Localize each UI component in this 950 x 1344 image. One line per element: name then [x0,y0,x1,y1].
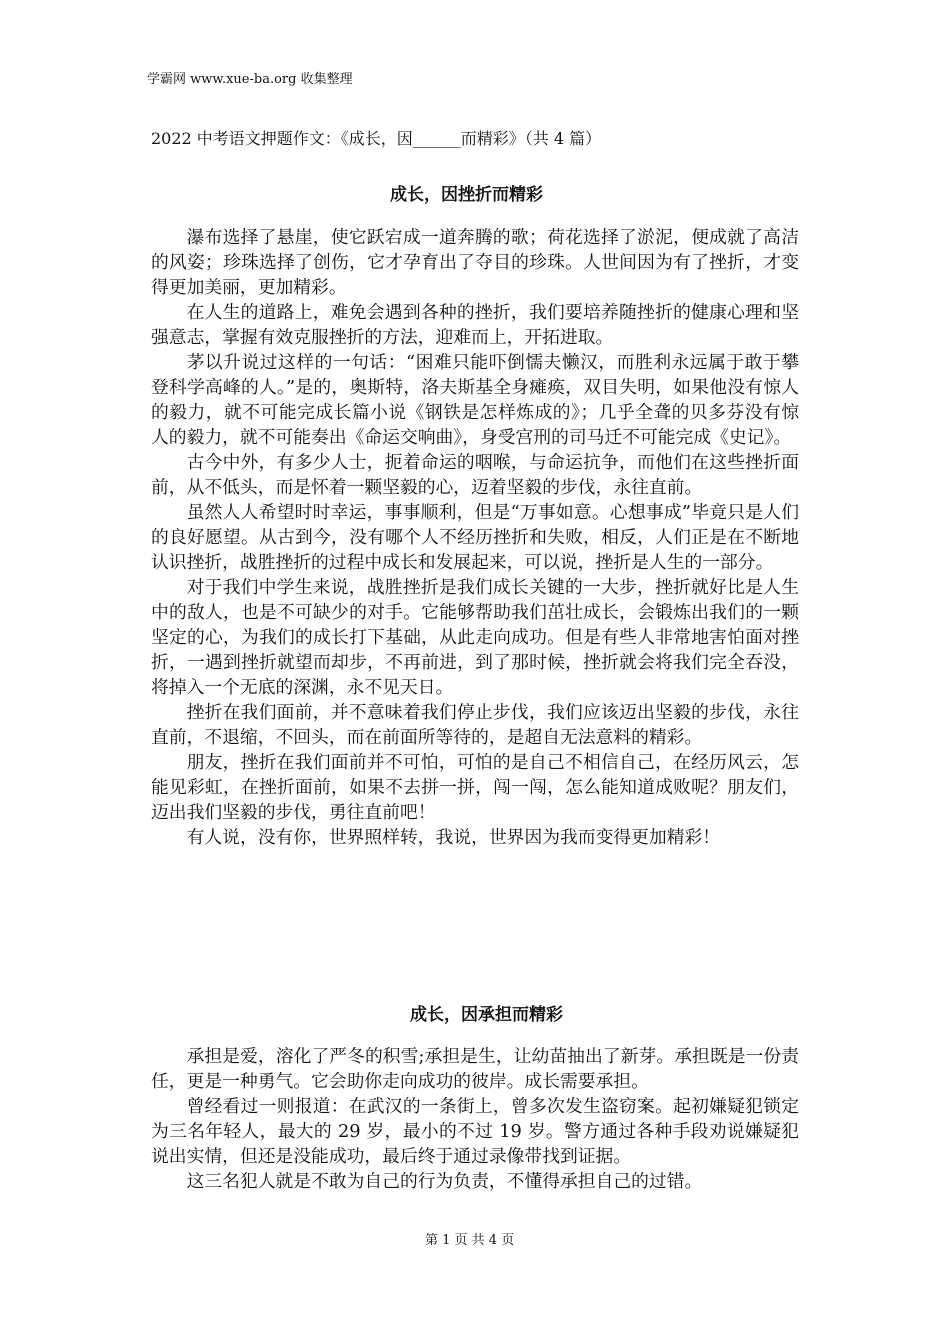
paragraph: 茅以升说过这样的一句话：“困难只能吓倒懦夫懒汉，而胜利永远属于敢于攀登科学高峰的人。”是的，奥斯特，洛夫斯基全身瘫痪，双目失明，如果他没有惊人的毅力，就不可能完成长篇小说《钢铁是怎样炼成的》；几乎全聋的贝多芬没有惊人的毅力，就不可能奏出《命运交响曲》，身受宫刑的司马迁不可能完成《史记》。 [151,352,799,448]
section-title: 成长，因承担而精彩 [410,1005,563,1025]
paragraph: 朋友，挫折在我们面前并不可怕，可怕的是自己不相信自己，在经历风云，怎能见彩虹，在挫折面前，如果不去拼一拼，闯一闯，怎么能知道成败呢？朋友们，迈出我们坚毅的步伐，勇往直前吧！ [151,752,799,823]
paragraph: 古今中外，有多少人士，扼着命运的咽喉，与命运抗争，而他们在这些挫折面前，从不低头，而是怀着一颗坚毅的心，迈着坚毅的步伐，永往直前。 [151,452,799,498]
source-header: 学霸网 www.xue-ba.org 收集整理 [147,72,353,87]
paragraph: 有人说，没有你，世界照样转，我说，世界因为我而变得更加精彩！ [186,827,721,848]
paragraph: 这三名犯人就是不敢为自己的行为负责，不懂得承担自己的过错。 [186,1171,703,1192]
paragraph: 虽然人人希望时时幸运，事事顺利，但是“万事如意。心想事成”毕竟只是人们的良好愿望。从古到今，没有哪个人不经历挫折和失败，相反，人们正是在不断地认识挫折，战胜挫折的过程中成长和发展起来，可以说，挫折是人生的一部分。 [151,502,799,573]
document-title: 2022 中考语文押题作文：《成长，因______而精彩》（共 4 篇） [151,129,602,148]
paragraph: 承担是爱，溶化了严冬的积雪;承担是生，让幼苗抽出了新芽。承担既是一份责任，更是一种勇气。它会助你走向成功的彼岸。成长需要承担。 [151,1046,799,1092]
section-body [151,1044,799,1194]
section-body [151,225,799,850]
paragraph: 对于我们中学生来说，战胜挫折是我们成长关键的一大步，挫折就好比是人生中的敌人，也是不可缺少的对手。它能够帮助我们茁壮成长，会锻炼出我们的一颗坚定的心，为我们的成长打下基础，从此走向成功。但是有些人非常地害怕面对挫折，一遇到挫折就望而却步，不再前进，到了那时候，挫折就会将我们完全吞没，将掉入一个无底的深渊，永不见天日。 [151,577,799,698]
page-number: 第 1 页 共 4 页 [425,1233,515,1248]
paragraph: 瀑布选择了悬崖，使它跃宕成一道奔腾的歌；荷花选择了淤泥，便成就了高洁的风姿；珍珠选择了创伤，它才孕育出了夺目的珍珠。人世间因为有了挫折，才变得更加美丽，更加精彩。 [151,227,799,298]
section-title: 成长，因挫折而精彩 [390,185,543,205]
paragraph: 挫折在我们面前，并不意味着我们停止步伐，我们应该迈出坚毅的步伐，永往直前，不退缩，不回头，而在前面所等待的，是超自无法意料的精彩。 [151,702,799,748]
paragraph: 曾经看过一则报道：在武汉的一条街上，曾多次发生盗窃案。起初嫌疑犯锁定为三名年轻人，最大的 29 岁，最小的不过 19 岁。警方通过各种手段劝说嫌疑犯说出实情，但还是没能成功，最后终于通过录像带找到证据。 [151,1096,799,1167]
paragraph: 在人生的道路上，难免会遇到各种的挫折，我们要培养随挫折的健康心理和坚强意志，掌握有效克服挫折的方法，迎难而上，开拓进取。 [151,302,799,348]
